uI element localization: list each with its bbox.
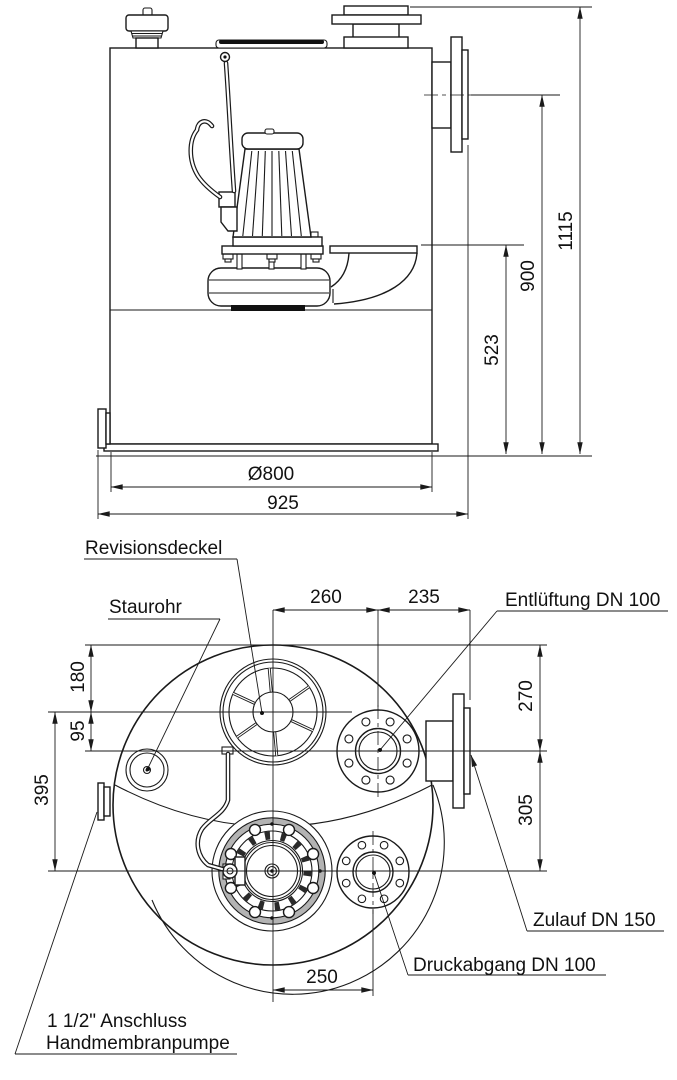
dim-inlet-height: 900 (518, 260, 539, 292)
vent-pipe-elevation (332, 6, 421, 48)
pump-suction-strip (231, 305, 305, 311)
dim-center-to-vent: 260 (310, 587, 342, 608)
elevation-view (96, 6, 592, 519)
tank-base-plate (104, 444, 438, 451)
plan-view (15, 538, 668, 1054)
cable-gland (219, 192, 235, 207)
label-anschluss-line1: 1 1/2" Anschluss (47, 1011, 187, 1032)
pump-base-plate (222, 246, 323, 254)
dim-overall-width: 925 (267, 493, 299, 514)
dim-center-to-outlet: 250 (306, 967, 338, 988)
dim-outlet-height: 523 (482, 334, 503, 366)
pump-motor-cap (242, 133, 303, 149)
dim-vent-to-inlet: 235 (408, 587, 440, 608)
label-entlueftung: Entlüftung DN 100 (505, 590, 661, 611)
inlet-flange-elevation (424, 37, 486, 152)
dim-manhole-to-vent: 95 (68, 720, 89, 742)
label-druckabgang: Druckabgang DN 100 (413, 955, 596, 976)
hand-pump-stub-elevation (98, 409, 110, 448)
dim-top-to-inlet: 270 (516, 680, 537, 712)
staurohr-cap-elevation (126, 8, 168, 48)
dim-manhole-to-pump: 395 (32, 774, 53, 806)
label-anschluss-line2: Handmembranpumpe (46, 1033, 230, 1054)
pump-flange (233, 237, 322, 246)
dim-tank-diameter: Ø800 (247, 464, 295, 485)
hand-pump-stub-plan (98, 783, 110, 820)
revision-cover-elevation (216, 40, 327, 48)
dim-top-to-manhole: 180 (68, 661, 89, 693)
dim-total-height: 1115 (556, 211, 577, 251)
label-staurohr: Staurohr (109, 597, 182, 618)
dim-inlet-to-pump: 305 (516, 794, 537, 826)
label-revisionsdeckel: Revisionsdeckel (85, 538, 223, 559)
discharge-flange-plate (330, 246, 417, 253)
label-zulauf: Zulauf DN 150 (533, 910, 656, 931)
pump-volute (208, 268, 330, 306)
